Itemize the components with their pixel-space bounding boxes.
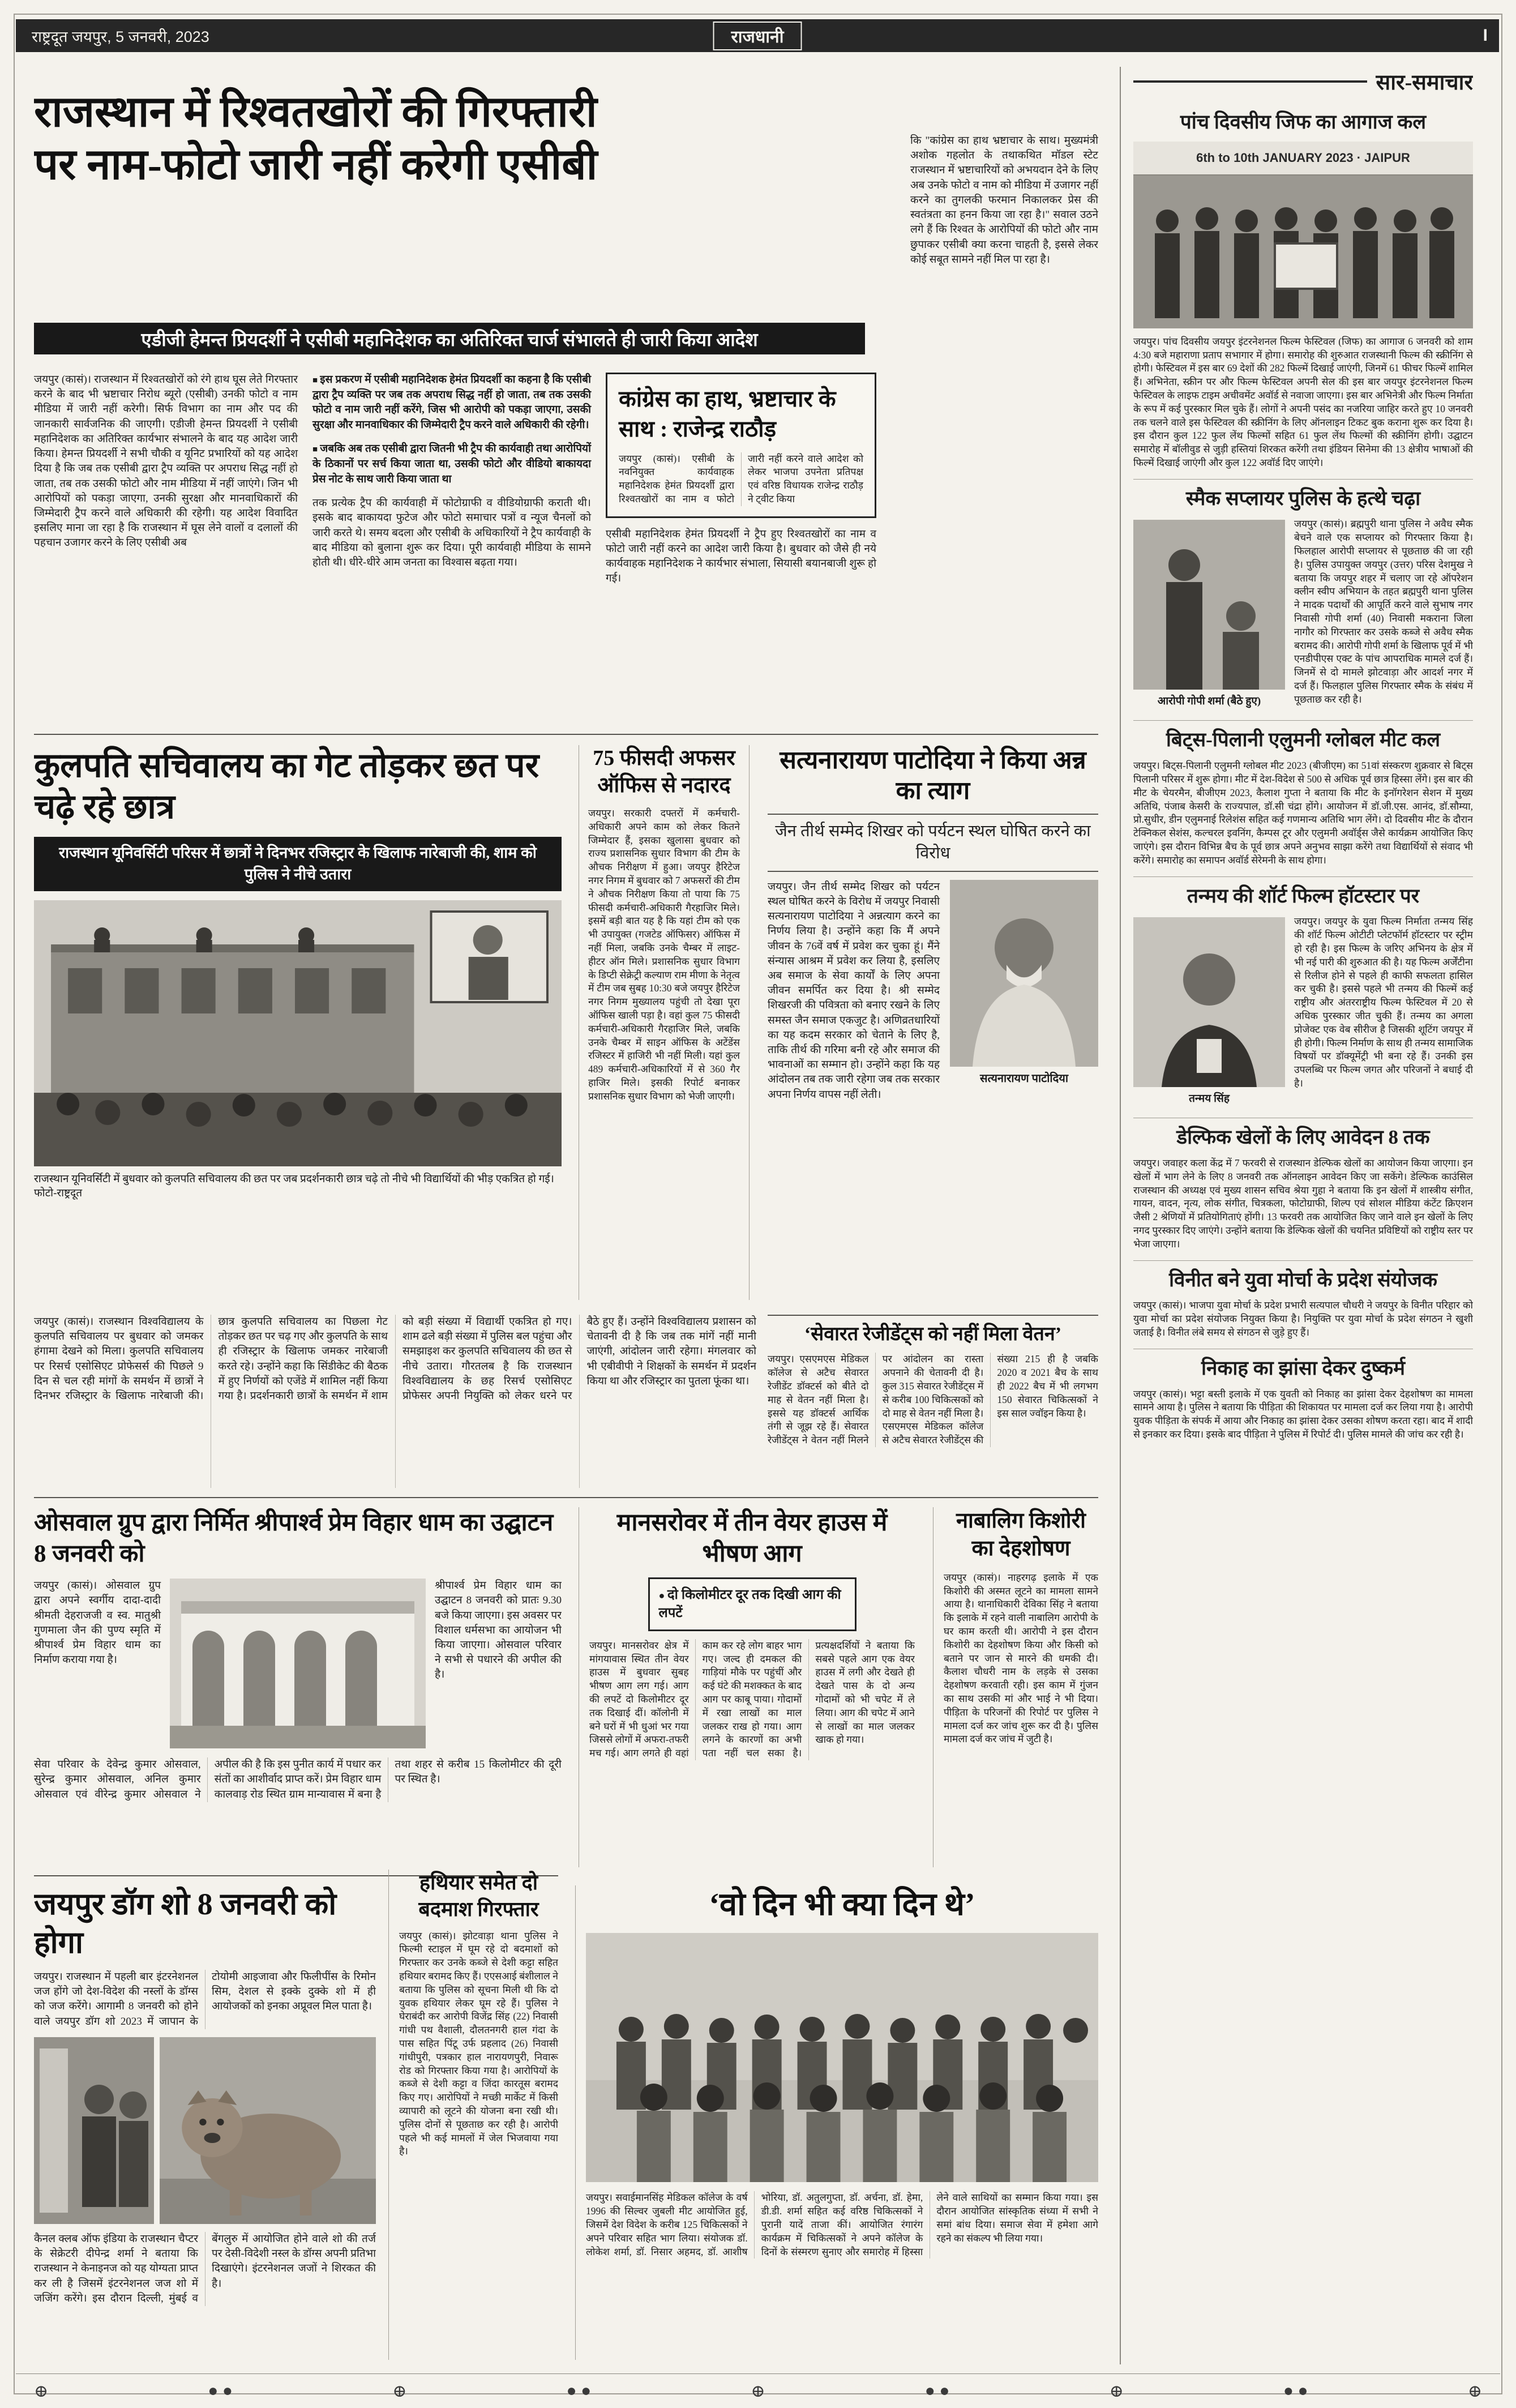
sidebar-header-rule bbox=[1133, 80, 1367, 83]
jiff-photo-banner: 6th to 10th JANUARY 2023 · JAIPUR bbox=[1133, 142, 1473, 176]
section-rule-1 bbox=[34, 734, 1098, 735]
sidebar-header bbox=[1133, 67, 1473, 96]
patodia-photo-graphic bbox=[950, 880, 1098, 1067]
reg-mark: ● ● bbox=[208, 2381, 233, 2400]
kulpati-body: जयपुर (कासं)। राजस्थान विश्वविद्यालय के कुलपति सचिवालय पर बुधवार को जमकर हंगामा देखने को मिला। कुलपति सचिवालय पर रिसर्च एसोसिएट प्रोफेसर्स की पिछले 9 दिन से चल रही मांगों के समर्थन में छात्रों ने दिनभर रजिस्ट्रार के खिलाफ नारेबाजी की। छात्र कुलपति सचिवालय का पिछला गेट तोड़कर छत पर चढ़ गए और कुलपति के साथ ही रजिस्ट्रार के खिलाफ जमकर नारेबाजी करते रहे। उन्होंने कहा कि सिंडीकेट की बैठक में हुए निर्णयों को एजेंडे में शामिल नहीं किया गया है। प्रदर्शनकारी छात्रों के समर्थन में शाम को बड़ी संख्या में विद्यार्थी एकत्रित हो गए। शाम ढले बड़ी संख्या में पुलिस बल पहुंचा और समझाइश कर कुलपति सचिवालय की छत से नीचे उतारा। गौरतलब है कि राजस्थान विश्वविद्यालय के छह रिसर्च एसोसिएट प्रोफेसर अपनी नियुक्ति को लेकर धरने पर बैठे हुए हैं। उन्होंने विश्वविद्यालय प्रशासन को चेतावनी दी है कि जब तक मांगें नहीं मानी जाएंगी, आंदोलन जारी रहेगा। मंगलवार को भी एबीवीपी ने शिक्षकों के समर्थन में प्रदर्शन किया था और रजिस्ट्रार का पुतला फूंका था। bbox=[34, 1316, 756, 1402]
article-oswal-inauguration bbox=[34, 1507, 562, 1867]
oswal-body-bottom: सेवा परिवार के देवेन्द्र कुमार ओसवाल, सुरेन्द्र कुमार ओसवाल, अनिल कुमार ओसवाल एवं वीरेन्द्र कुमार ओसवाल ने अपील की है कि इस पुनीत कार्य में पधार कर संतों का आशीर्वाद प्राप्त करें। प्रेम विहार धाम कालवाड़ रोड स्थित ग्राम मान्यावास में बना है तथा शहर से करीब 15 किलोमीटर की दूरी पर स्थित है। bbox=[34, 1759, 562, 1800]
sidebar-item-vineet bbox=[1133, 1261, 1473, 1349]
dogshow-people-photo bbox=[34, 2037, 154, 2224]
lead-body-columns bbox=[34, 373, 883, 722]
kulpati-headline: कुलपति सचिवालय का गेट तोड़कर छत पर चढ़े रहे छात्र bbox=[34, 747, 539, 826]
dogshow-dog-graphic bbox=[160, 2037, 376, 2224]
smack-photo-graphic bbox=[1133, 520, 1285, 690]
article-silver-jubilee-meet bbox=[575, 1885, 1098, 2360]
section-title: राजधानी bbox=[713, 22, 802, 50]
footer-registration-marks bbox=[34, 2381, 1482, 2401]
lead-bullet-2: ■ जबकि अब तक एसीबी द्वारा जितनी भी ट्रैप की कार्यवाही तथा आरोपियों के ठिकानों पर सर्च किया जाता था, उसकी फोटो और वीडियो बाकायदा प्रेस नोट के साथ जारी किया जाता था bbox=[312, 442, 591, 487]
sidebar-item-tanmay bbox=[1133, 877, 1473, 1119]
lead-right-column: कि "कांग्रेस का हाथ भ्रष्टाचार के साथ। मुख्यमंत्री अशोक गहलोत के तथाकथित मॉडल स्टेट राजस्थान में भ्रष्टाचारियों को अभयदान देने के लिए अब उनके फोटो व नाम को मीडिया में उजागर नहीं करने का तुगलकी फरमान निकालकर प्रेस की स्वतंत्रता का हनन किया जा रहा है।" सवाल उठने लगे हैं कि रिश्वत के आरोपियों की फोटो और नाम छुपाकर एसीबी क्या करना चाहती है, इससे लेकर कोई सबूत सामने नहीं मिल पा रहा है। bbox=[910, 135, 1098, 266]
weapons-body: जयपुर (कासं)। झोटवाड़ा थाना पुलिस ने फिल्मी स्टाइल में घूम रहे दो बदमाशों को गिरफ्तार कर उनके कब्जे से देशी कट्टा सहित हथियार बरामद किए हैं। एएसआई बंशीलाल ने बताया कि पुलिस को सूचना मिली थी कि दो युवक हथियार लेकर घूम रहे हैं। पुलिस ने घेराबंदी कर आरोपी विजेंद्र सिंह (22) निवासी गांधी पथ वैशाली, दौलतनगरी हाल गंदा के पास सहित पिंटू उर्फ प्रहलाद (26) निवासी गांधीपुरी, पत्रकार हाल नारायणपुरी, निवारू रोड को गिरफ्तार किया गया है। आरोपियों के कब्जे से देशी कट्टा व जिंदा कारतूस बरामद किए गए। आरोपियों ने मच्छी मार्केट में किसी व्यापारी को लूटने की योजना बना रखी थी। पुलिस दोनों से पूछताछ कर रही है। आरोपी पहले भी कई मामलों में जेल भिजवाया गया है। bbox=[399, 1930, 558, 2157]
sidebar-item-delphic bbox=[1133, 1118, 1473, 1260]
delphic-title: डेल्फिक खेलों के लिए आवेदन 8 तक bbox=[1176, 1126, 1430, 1149]
bits-body: जयपुर। बिट्स-पिलानी एलुमनी ग्लोबल मीट 2023 (बीजीएम) का 51वां संस्करण शुक्रवार से बिट्स पिलानी परिसर में शुरू होगा। मीट में देश-विदेश से 500 से अधिक पूर्व छात्र हिस्सा लेंगे। इस बार की मीट के चेयरमैन, बीजीएम 2023, कैलाश गुप्ता ने बताया कि मीट के इनॉगरेशन सेशन में मुख्य अतिथि, पंजाब केसरी के राज्यपाल, डॉ.सी चंद्रा होंगे। आयोजन में डॉ.जी.एस. आनंद, डॉ.सौम्या, प्रो.सुधीर, डीन एलुमनाई रिलेशंस सहित कई गणमान्य अतिथि भाग लेंगे। दो दिवसीय मीट के दौरान टेक्निकल सेशंस, कल्चरल इवनिंग, कैम्पस टूर और एलुमनी अवॉर्ड्स जैसे कार्यक्रम आयोजित किए जाएंगे। इस दौरान विभिन्न बैच के पूर्व छात्र अपने अनुभव साझा करेंगे तथा विद्यार्थियों से संवाद भी करेंगे। समारोह का समापन अवॉर्ड सेरेमनी के साथ होगा। bbox=[1133, 760, 1473, 866]
fire-body: जयपुर। मानसरोवर क्षेत्र में मांगयावास स्थित तीन वेयर हाउस में बुधवार सुबह भीषण आग लग गई। आग की लपटें दो किलोमीटर दूर तक दिखाई दीं। कॉलोनी में बने घरों में भी धुआं भर गया जिससे लोगों में अफरा-तफरी मच गई। आग लगते ही वहां काम कर रहे लोग बाहर भाग गए। जल्द ही दमकल की गाड़ियां मौके पर पहुंचीं और कई घंटे की मशक्कत के बाद आग पर काबू पाया। गोदामों में रखा लाखों का माल जलकर राख हो गया। आग लगने के कारणों का अभी पता नहीं चल सका है। प्रत्यक्षदर्शियों ने बताया कि सबसे पहले आग एक वेयर हाउस में लगी और देखते ही देखते पास के दो अन्य गोदामों को भी चपेट में ले लिया। आग की चपेट में आने से लाखों का माल जलकर खाक हो गया। bbox=[589, 1639, 915, 1759]
reg-mark: ⊕ bbox=[1109, 2382, 1124, 2401]
reg-mark: ● ● bbox=[924, 2381, 950, 2400]
sevarat-body: जयपुर। एसएमएस मेडिकल कॉलेज से अटैच सेवारत रेजीडेंट डॉक्टर्स को बीते दो माह से वेतन नहीं मिला है। इससे यह डॉक्टर्स आर्थिक तंगी से जूझ रहे हैं। सेवारत रेजीडेंट्स ने वेतन नहीं मिलने पर आंदोलन का रास्ता अपनाने की चेतावनी दी है। कुल 315 सेवारत रेजीडेंट्स में से करीब 100 चिकित्सकों को दो माह से वेतन नहीं मिला है। एसएमएस मेडिकल कॉलेज से अटैच सेवारत रेजीडेंट्स की संख्या 215 ही है जबकि 2020 व 2021 बैच के साथ ही 2022 बैच में भी लगभग 150 सेवारत चिकित्सकों ने इस साल ज्वॉइन किया है। bbox=[768, 1353, 1098, 1446]
tanmay-body: जयपुर। जयपुर के युवा फिल्म निर्माता तन्मय सिंह की शॉर्ट फिल्म ओटीटी प्लेटफॉर्म हॉटस्टार पर स्ट्रीम हो रही है। इस फिल्म के जरिए अभिनय के क्षेत्र में भी नई पारी की शुरुआत की है। यह फिल्म अर्जेंटीना से रिलीज होने से पहले ही काफी सफलता हासिल कर चुकी है। इससे पहले भी तन्मय की फिल्में कई राष्ट्रीय और अंतरराष्ट्रीय फिल्म फेस्टिवल में 20 से अधिक पुरस्कार जीत चुकी हैं। तन्मय का अगला प्रोजेक्ट एक वेब सीरीज है जिसकी शूटिंग जयपुर में ही होगी। फिल्म निर्माण के साथ ही तन्मय सामाजिक विषयों पर डॉक्यूमेंट्री भी बना रहे हैं। उनकी इस उपलब्धि पर फिल्म जगत और परिजनों ने बधाई दी है। bbox=[1294, 916, 1473, 1089]
tanmay-title: तन्मय की शॉर्ट फिल्म हॉटस्टार पर bbox=[1187, 884, 1420, 907]
vineet-title: विनीत बने युवा मोर्चा के प्रदेश संयोजक bbox=[1168, 1268, 1438, 1291]
smack-title: स्मैक सप्लायर पुलिस के हत्थे चढ़ा bbox=[1185, 487, 1421, 510]
university-photo-graphic bbox=[34, 900, 562, 1166]
section-rule-2 bbox=[34, 1497, 1098, 1498]
patodia-content-row bbox=[768, 880, 1098, 1102]
masthead-fold-mark: I bbox=[1483, 26, 1488, 45]
university-photo-caption: राजस्थान यूनिवर्सिटी में बुधवार को कुलपति सचिवालय की छत पर जब प्रदर्शनकारी छात्र चढ़े तो नीचे भी विद्यार्थियों की भीड़ एकत्रित हो गई। फोटो-राष्ट्रदूत bbox=[34, 1173, 554, 1200]
sidebar-news-briefs bbox=[1120, 67, 1473, 2364]
tanmay-photo-caption: तन्मय सिंह bbox=[1189, 1093, 1230, 1105]
masthead-bar bbox=[16, 19, 1499, 52]
dogshow-body-top: जयपुर। राजस्थान में पहली बार इंटरनेशनल जज होंगे जो देश-विदेश की नस्लों के डॉग्स को जज करेंगे। आगामी 8 जनवरी को होने वाले जयपुर डॉग शो 2023 में जापान के टोयोमी आइजावा और फिलीपींस के रिमोन सिम, देशल से इक्के दुक्के शो में ही आयोजकों को इनका अप्रूवल मिल पाता है। bbox=[34, 1971, 376, 2028]
article-dog-show bbox=[34, 1885, 376, 2360]
weapons-headline: हथियार समेत दो बदमाश गिरफ्तार bbox=[418, 1871, 539, 1921]
dogshow-body-bottom: कैनल क्लब ऑफ इंडिया के राजस्थान चैप्टर के सेक्रेटरी दीपेन्द्र शर्मा ने बताया कि राजस्थान ने केनाइनज को यह योग्यता प्राप्त कर ली है जिसमें इंटरनेशनल जज शो में जजिंग करेंगे। इस दौरान दिल्ली, मुंबई व बेंगलुरु में आयोजित होने वाले शो की तर्ज पर देसी-विदेशी नस्ल के डॉग्स अपनी प्रतिभा दिखाएंगे। इंटरनेशनल जजों ने शिरकत की है। bbox=[34, 2232, 376, 2304]
article-patodia-fast bbox=[768, 745, 1098, 1300]
tanmay-portrait-photo bbox=[1133, 917, 1285, 1087]
fire-inset-box: ● दो किलोमीटर दूर तक दिखी आग की लपटें bbox=[648, 1577, 857, 1631]
article-minor-exploitation bbox=[933, 1507, 1098, 1867]
lead-column-3 bbox=[606, 373, 876, 722]
afsar-headline: 75 फीसदी अफसर ऑफिस से नदारद bbox=[593, 746, 735, 797]
lead-subhead-bar: एडीजी हेमन्त प्रियदर्शी ने एसीबी महानिदेशक का अतिरिक्त चार्ज संभालते ही जारी किया आदेश bbox=[34, 323, 865, 354]
article-officers-absent bbox=[579, 745, 750, 1300]
sevarat-headline: ‘सेवारत रेजीडेंट्स को नहीं मिला वेतन’ bbox=[804, 1324, 1062, 1345]
article-acb-lead bbox=[34, 67, 1098, 733]
lead-column-2 bbox=[312, 373, 591, 722]
lead-column-1: जयपुर (कासं)। राजस्थान में रिश्वतखोरों को रंगे हाथ घूस लेते गिरफ्तार करने के बाद भी भ्रष्टाचार निरोध ब्यूरो (एसीबी) उनकी फोटो व नाम मीडिया में जारी नहीं करेगी। सिर्फ विभाग का नाम और पद की जानकारी सार्वजनिक की जाएगी। एडीजी हेमन्त प्रियदर्शी ने एसीबी महानिदेशक का अतिरिक्त कार्यभार संभालने के बाद यह आदेश जारी किया। हेमन्त प्रियदर्शी ने सभी चौकी व यूनिट प्रभारियों को यह आदेश दिया है कि जब तक एसीबी द्वारा ट्रैप व्यक्ति पर अपराध सिद्ध नहीं हो जाता, तब तक उसकी फोटो और नाम मीडिया में नहीं जाएंगे। जिन भी आरोपियों को पकड़ा जाएगा, उनकी सुरक्षा और मानवाधिकारों की जिम्मेदारी ट्रैप करने वाले अधिकारी की रहेगी। यह आदेश विवादित इसलिए माना जा रहा है कि राजस्थान में घूस लेने वालों व दलालों की पहचान उजागर करने के लिए एसीबी अब bbox=[34, 374, 298, 549]
dogshow-headline: जयपुर डॉग शो 8 जनवरी को होगा bbox=[34, 1887, 337, 1960]
jiff-title: पांच दिवसीय जिफ का आगाज कल bbox=[1180, 111, 1427, 133]
patodia-portrait-photo bbox=[950, 880, 1098, 1067]
footer-rule bbox=[16, 2373, 1500, 2374]
university-protest-photo bbox=[34, 900, 562, 1166]
lead-headline: राजस्थान में रिश्वतखोरों की गिरफ्तारी पर नाम-फोटो जारी नहीं करेगी एसीबी bbox=[34, 88, 598, 189]
smack-photo-block bbox=[1133, 520, 1285, 708]
patodia-photo-column bbox=[950, 880, 1098, 1102]
patodia-photo-caption: सत्यनारायण पाटोदिया bbox=[980, 1072, 1068, 1085]
lead-bullet-1: ■ इस प्रकरण में एसीबी महानिदेशक हेमंत प्रियदर्शी का कहना है कि एसीबी द्वारा ट्रैप व्यक्ति पर जब तक अपराध सिद्ध नहीं हो जाता, तब तक उसकी फोटो व नाम जारी नहीं करेंगे, जिस भी आरोपी को पकड़ा जाएगा, उसकी सुरक्षा और मानवाधिकार की जिम्मेदारी ट्रैप करने वाले अधिकारी की रहेगी। bbox=[312, 373, 591, 433]
reg-mark: ⊕ bbox=[392, 2382, 407, 2401]
jiff-body: जयपुर। पांच दिवसीय जयपुर इंटरनेशनल फिल्म फेस्टिवल (जिफ) का आगाज 6 जनवरी को शाम 4:30 बजे महाराणा प्रताप सभागार में होगा। समारोह की शुरुआत राजस्थानी फिल्म की स्क्रीनिंग से होगी। फेस्टिवल में इस बार 69 देशों की 282 फिल्में दिखाई जाएंगी, जिनमें 61 फीचर फिल्में शामिल हैं। अभिनेता, स्क्रीन पर और फिल्म फेस्टिवल अपनी सेल की इस बार जयपुर इंटरनेशनल फिल्म फेस्टिवल के लाइफ टाइम अचीवमेंट अवॉर्ड से नवाजा जाएगा। इस बार अभिनेत्री और फिल्म निर्माता के रूप में कई पुरस्कार मिल चुके हैं। लोगों ने अपनी पसंद का नजरिया जाहिर करते हुए 10 जनवरी तक चलने वाले इस फेस्टिवल की स्क्रीनिंग के लिए ऑनलाइन टिकट बुक कराना शुरू कर दिया है। इस दौरान कुल 122 फुल लेंथ फिल्मों सहित 61 फुल लेंथ फिल्मों की स्क्रीनिंग होगी। उद्घाटन समारोह में बॉलीवुड से जुड़ी हस्तियां शिरकत करेंगी तथा इंडियन सिनेमा की 13 क्षेत्रीय भाषाओं की फिल्में दिखाई जाएंगी और कुल 122 अवॉर्ड दिए जाएंगे। bbox=[1133, 335, 1473, 468]
article-weapons-arrest bbox=[388, 1870, 558, 2360]
vineet-body: जयपुर (कासं)। भाजपा युवा मोर्चा के प्रदेश प्रभारी सत्यपाल चौधरी ने जयपुर के विनीत परिहार को युवा मोर्चा का प्रदेश संयोजक नियुक्त किया है। नियुक्ति पर युवा मोर्चा के प्रदेश संगठन ने खुशी जताई है। विनीत लंबे समय से संगठन से जुड़े हुए हैं। bbox=[1133, 1299, 1473, 1338]
kulpati-subhead-bar: राजस्थान यूनिवर्सिटी परिसर में छात्रों ने दिनभर रजिस्ट्रार के खिलाफ नारेबाजी की, शाम को पुलिस ने नीचे उतारा bbox=[34, 837, 562, 891]
patodia-headline: सत्यनारायण पाटोदिया ने किया अन्न का त्याग bbox=[780, 746, 1086, 805]
oswal-headline: ओसवाल ग्रुप द्वारा निर्मित श्रीपार्श्व प्रेम विहार धाम का उद्घाटन 8 जनवरी को bbox=[34, 1509, 554, 1568]
bits-title: बिट्स-पिलानी एलुमनी ग्लोबल मीट कल bbox=[1166, 729, 1441, 751]
patodia-subhead: जैन तीर्थ सम्मेद शिखर को पर्यटन स्थल घोषित करने का विरोध bbox=[768, 814, 1098, 871]
article-university-protest bbox=[34, 745, 562, 1303]
reg-mark: ⊕ bbox=[751, 2382, 765, 2401]
reg-mark: ● ● bbox=[1283, 2381, 1308, 2400]
article-warehouse-fire bbox=[579, 1507, 915, 1867]
minor-headline: नाबालिग किशोरी का देहशोषण bbox=[956, 1509, 1086, 1561]
reg-mark: ⊕ bbox=[34, 2382, 49, 2401]
dogshow-photo-row bbox=[34, 2037, 376, 2224]
congress-statement-box bbox=[606, 373, 876, 518]
tanmay-photo-block bbox=[1133, 917, 1285, 1105]
masthead-date: राष्ट्रदूत जयपुर, 5 जनवरी, 2023 bbox=[32, 28, 209, 45]
lead-under-box-text: एसीबी महानिदेशक हेमंत प्रियदर्शी ने ट्रैप हुए रिश्वतखोरों का नाम व फोटो जारी नहीं करने का आदेश जारी किया है। बुधवार को जैसे ही नये कार्यवाहक महानिदेशक ने कार्यभार संभाला, सियासी बयानबाजी शुरू हो गई। bbox=[606, 528, 876, 585]
memories-body: जयपुर। सवाईमानसिंह मेडिकल कॉलेज के वर्ष 1996 की सिल्वर जुबली मीट आयोजित हुई, जिसमें देश विदेश के करीब 125 चिकित्सकों ने अपने परिवार सहित भाग लिया। संयोजक डॉ. लोकेश शर्मा, डॉ. निसार अहमद, डॉ. आशीष भोरिया, डॉ. अतुलगुप्ता, डॉ. अर्चना, डॉ. हेमा, डी.डी. शर्मा सहित कई वरिष्ठ चिकित्सकों ने पुरानी यादें ताजा कीं। आयोजित रंगारंग कार्यक्रम में चिकित्सकों ने अपने कॉलेज के दिनों के संस्मरण सुनाए और समारोह में हिस्सा लेने वाले साथियों का सम्मान किया गया। इस दौरान आयोजित सांस्कृतिक संध्या में सभी ने समां बांध दिया। समाज सेवा में हमेशा आगे रहने का संकल्प भी लिया गया। bbox=[586, 2192, 1098, 2257]
dogshow-dog-photo bbox=[160, 2037, 376, 2224]
sidebar-item-bits-meet bbox=[1133, 721, 1473, 876]
reunion-photo-graphic bbox=[586, 1933, 1098, 2182]
congress-box-body: जयपुर (कासं)। एसीबी के नवनियुक्त कार्यवाहक महानिदेशक हेमंत प्रियदर्शी द्वारा रिश्वतखोरों का नाम व फोटो जारी नहीं करने वाले आदेश को लेकर भाजपा उपनेता प्रतिपक्ष एवं वरिष्ठ विधायक राजेन्द्र राठौड़ ने ट्वीट किया bbox=[619, 452, 863, 504]
fire-headline: मानसरोवर में तीन वेयर हाउस में भीषण आग bbox=[616, 1509, 888, 1568]
sidebar-item-jiff bbox=[1133, 103, 1473, 480]
jiff-photo bbox=[1133, 142, 1473, 328]
minor-body: जयपुर (कासं)। नाहरगढ़ इलाके में एक किशोरी की अस्मत लूटने का मामला सामने आया है। थानाधिकारी देविका सिंह ने बताया कि इलाके में रहने वाली नाबालिग आरोपी के घर काम करती थी। आरोपी ने इस दौरान किशोरी का देहशोषण किया और किसी को बताने पर जान से मारने की धमकी दी। कैलाश चौधरी नाम के लड़के से उसका देहशोषण करवाती रही। इस काम में गुंजन का साथ उसकी मां और भाई ने भी दिया। पीड़िता के परिजनों की रिपोर्ट पर पुलिस ने मामला दर्ज कर जांच शुरू कर दी है। पुलिस मामला दर्ज कर जांच में जुटी है। bbox=[944, 1571, 1098, 1745]
oswal-photo-graphic bbox=[170, 1579, 426, 1748]
dogshow-people-graphic bbox=[34, 2037, 154, 2224]
reg-mark: ⊕ bbox=[1467, 2382, 1482, 2401]
sidebar-item-smack bbox=[1133, 480, 1473, 721]
congress-box-title: कांग्रेस का हाथ, भ्रष्टाचार के साथ : राजेन्द्र राठौड़ bbox=[619, 386, 836, 442]
afsar-body: जयपुर। सरकारी दफ्तरों में कर्मचारी-अधिकारी अपने काम को लेकर कितने जिम्मेदार हैं, इसका खुलासा बुधवार को राज्य प्रशासनिक सुधार विभाग की टीम के औचक निरीक्षण में हुआ। जयपुर हैरिटेज नगर निगम में बुधवार को 7 अफसरों की टीम ने औचक निरीक्षण किया तो पाया कि 75 फीसदी कर्मचारी-अधिकारी गैरहाजिर मिले। इसमें बड़ी बात यह है कि यहां टीम को एक भी उपायुक्त (गजटेड ऑफिसर) ऑफिस में नहीं मिला, जबकि उनके चैम्बर में लाइट-हीटर ऑन मिले। प्रशासनिक सुधार विभाग के डिप्टी सेक्रेट्री कल्याण राम मीणा के नेतृत्व में टीम जब सुबह 10:30 बजे जयपुर हैरिटेज नगर निगम मुख्यालय पहुंची तो देखा पूरा ऑफिस खाली पड़ा है। वहां कुल 75 फीसदी कर्मचारी-अधिकारी गैरहाजिर मिले, जबकि उनके चैम्बर में साइन ऑफिस के अटेंडेंस रजिस्टर में हाजिरी भी नहीं मिली। यहां कुल 489 कर्मचारी-अधिकारियों में से 360 गैर हाजिर मिले। इसकी रिपोर्ट बनाकर प्रशासनिक सुधार विभाग को भेजी जाएगी। bbox=[588, 807, 740, 1102]
nikah-title: निकाह का झांसा देकर दुष्कर्म bbox=[1201, 1357, 1406, 1379]
oswal-building-photo bbox=[170, 1579, 426, 1748]
smack-photo-caption: आरोपी गोपी शर्मा (बैठे हुए) bbox=[1157, 695, 1261, 708]
nikah-body: जयपुर (कासं)। भट्टा बस्ती इलाके में एक युवती को निकाह का झांसा देकर देहशोषण का मामला सामने आया है। पुलिस ने बताया कि पीड़िता की शिकायत पर मामला दर्ज कर लिया गया है। आरोपी युवक पीड़िता के संपर्क में आया और निकाह का झांसा देकर उसका शोषण करता रहा। बाद में शादी से इनकार कर दिया। इसके बाद पीड़िता ने पुलिस में रिपोर्ट दी। पुलिस मामले की जांच कर रही है। bbox=[1133, 1388, 1473, 1440]
delphic-body: जयपुर। जवाहर कला केंद्र में 7 फरवरी से राजस्थान डेल्फिक खेलों का आयोजन किया जाएगा। इन खेलों में भाग लेने के लिए 8 जनवरी तक ऑनलाइन आवेदन किए जा सकेंगे। डेल्फिक काउंसिल राजस्थान की अध्यक्ष एवं मुख्य शासन सचिव श्रेया गुहा ने बताया कि इन खेलों में शास्त्रीय संगीत, गायन, वादन, नृत्य, लोक संगीत, चित्रकला, फोटोग्राफी, शिल्प एवं सोशल मीडिया कंटेंट क्रिएशन जैसी 2 श्रेणियों में प्रतियोगिताएं होंगी। 13 फरवरी तक आयोजित किए जाने वाले इन खेलों के लिए नगद पुरस्कार दिए जाएंगे। उन्होंने बताया कि डेल्फिक खेलों की चयनित प्रविष्टियों को राष्ट्रीय स्तर पर भेजा जाएगा। bbox=[1133, 1157, 1473, 1250]
smack-body: जयपुर (कासं)। ब्रह्मपुरी थाना पुलिस ने अवैध स्मैक बेचने वाले एक सप्लायर को गिरफ्तार किया है। फिलहाल आरोपी सप्लायर से पूछताछ की जा रही है। पुलिस उपायुक्त जयपुर (उत्तर) परिस देशमुख ने बताया कि जयपुर शहर में चलाए जा रहे ऑपरेशन क्लीन स्वीप अभियान के तहत ब्रह्मपुरी थाना पुलिस ने मादक पदार्थों की आपूर्ति करने वाले सुभाष नगर निवासी गोपी शर्मा (40) निवासी मकराना जिला नागौर को गिरफ्तार कर उसके कब्जे से अवैध स्मैक बरामद की। आरोपी गोपी शर्मा के खिलाफ पूर्व में भी एनडीपीएस एक्ट के पांच आपराधिक मामले दर्ज हैं। जिनमें से दो मामले झोटवाड़ा और आदर्श नगर में दर्ज हैं। फिलहाल पुलिस गिरफ्तार स्मैक के संबंध में पूछताछ कर रही है। bbox=[1294, 518, 1473, 705]
reunion-group-photo bbox=[586, 1933, 1098, 2182]
sidebar-title: सार-समाचार bbox=[1376, 71, 1473, 95]
patodia-body: जयपुर। जैन तीर्थ सम्मेद शिखर को पर्यटन स्थल घोषित करने के विरोध में जयपुर निवासी सत्यनारायण पाटोदिया ने अन्नत्याग करने का निर्णय लिया है। उन्होंने कहा कि मैं अपने जीवन के 76वें वर्ष में प्रवेश कर चुका हूं। मैंने संन्यास आश्रम में प्रवेश कर लिया है, इसलिए अब समाज के सेवा कार्यों के लिए अपना जीवन समर्पित कर दिया है। श्री सम्मेद शिखरजी की पवित्रता को बनाए रखने के लिए समस्त जैन समाज एकजुट है। अणिव्रतधारियों का यह कदम सरकार को चेताने के लिए है, ताकि तीर्थ की गरिमा बनी रहे और समाज की भावनाओं का सम्मान हो। उन्होंने कहा कि यह आंदोलन तब तक जारी रहेगा जब तक सरकार अपना निर्णय वापस नहीं लेती। bbox=[768, 880, 940, 1101]
reg-mark: ● ● bbox=[566, 2381, 592, 2400]
oswal-body-left: जयपुर (कासं)। ओसवाल ग्रुप द्वारा अपने स्वर्गीय दादा-दादी श्रीमती देहराजजी व स्व. मातुश्री गुणमाला जैन की पुण्य स्मृति में श्रीपार्श्व प्रेम विहार धाम का निर्माण कराया गया है। bbox=[34, 1580, 161, 1666]
oswal-body-right: श्रीपार्श्व प्रेम विहार धाम का उद्घाटन 8 जनवरी को प्रातः 9.30 बजे किया जाएगा। इस अवसर पर विशाल धर्मसभा का आयोजन भी किया जाएगा। ओसवाल परिवार ने सभी से पधारने की अपील की है। bbox=[435, 1580, 562, 1681]
sidebar-item-nikah bbox=[1133, 1349, 1473, 1451]
lead-column-2-text: तक प्रत्येक ट्रैप की कार्यवाही में फोटोग्राफी व वीडियोग्राफी कराती थी। इसके बाद बाकायदा फुटेज और फोटो समाचार पत्रों व न्यूज चैनलों को जारी करते थे। समय बदला और एसीबी के अधिकारियों ने ट्रैप कार्यवाही के बाद मीडिया को बुलाना शुरू कर दिया। पूरी कार्यवाही मीडिया के सामने होती थी। धीरे-धीरे आम जनता का विश्वास बढ़ता गया। bbox=[312, 497, 591, 569]
tanmay-photo-graphic bbox=[1133, 917, 1285, 1087]
memories-headline: ‘वो दिन भी क्या दिन थे’ bbox=[709, 1887, 975, 1922]
oswal-content-row bbox=[34, 1579, 562, 1748]
article-residents-salary bbox=[768, 1315, 1098, 1488]
smack-accused-photo bbox=[1133, 520, 1285, 690]
